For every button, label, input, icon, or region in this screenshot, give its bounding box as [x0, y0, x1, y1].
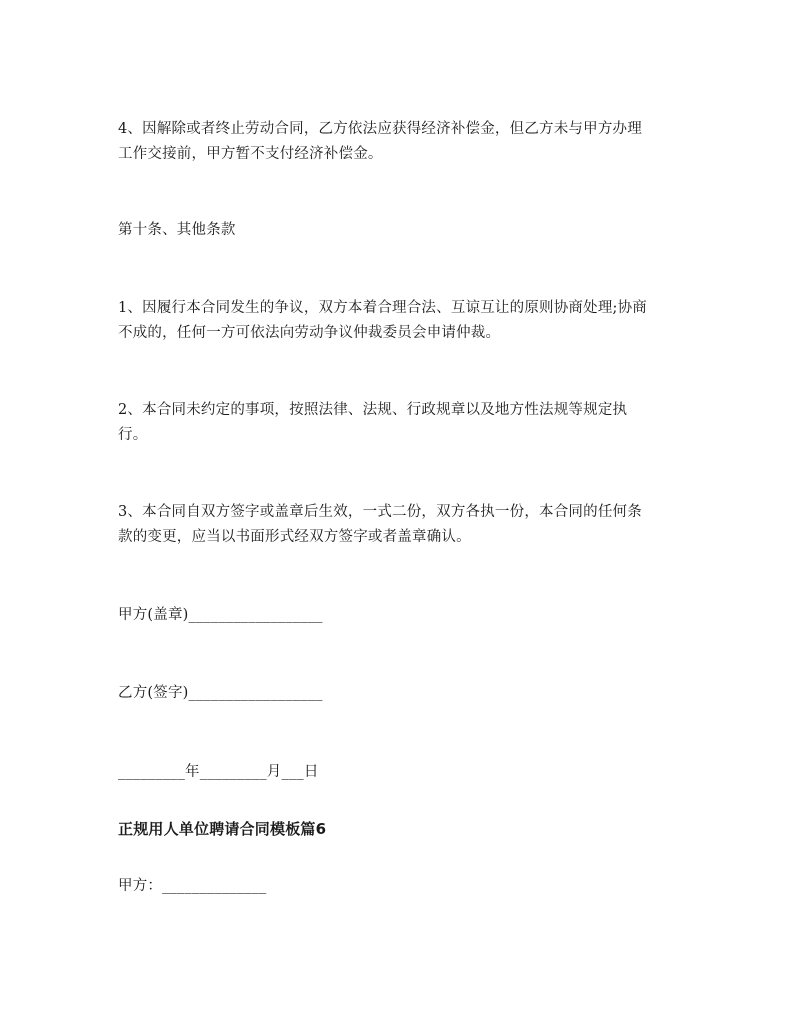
party-b-sign-line [118, 681, 688, 706]
party-a-next-line [118, 874, 688, 899]
text-line: 工作交接前，甲方暂不支付经济补偿金。 [118, 146, 383, 162]
text-line: 款的变更，应当以书面形式经双方签字或者盖章确认。 [118, 529, 471, 545]
text-line: 乙方(签字)__________________ [118, 685, 323, 701]
section-title [118, 817, 688, 842]
clause-effectiveness [118, 500, 688, 550]
text-line: 1、因履行本合同发生的争议，双方本着合理合法、互谅互让的原则协商处理;协商 [118, 300, 648, 316]
text-line: _________年_________月___日 [118, 764, 319, 780]
text-line: 行。 [118, 427, 148, 443]
text-line: 正规用人单位聘请合同模板篇6 [118, 820, 327, 838]
party-a-seal-line [118, 603, 688, 628]
text-line: 不成的，任何一方可依法向劳动争议仲裁委员会申请仲裁。 [118, 325, 501, 341]
text-line: 3、本合同自双方签字或盖章后生效，一式二份，双方各执一份，本合同的任何条 [118, 504, 642, 520]
clause-dispute [118, 296, 688, 346]
text-line: 甲方(盖章)__________________ [118, 607, 323, 623]
text-line: 2、本合同未约定的事项，按照法律、法规、行政规章以及地方性法规等规定执 [118, 402, 628, 418]
article-10-heading [118, 218, 688, 243]
text-line: 甲方：______________ [118, 878, 267, 894]
text-line: 4、因解除或者终止劳动合同，乙方依法应获得经济补偿金，但乙方未与甲方办理 [118, 121, 642, 137]
clause-termination-compensation [118, 117, 688, 167]
clause-unagreed-matters [118, 398, 688, 448]
text-line: 第十条、其他条款 [118, 222, 236, 238]
date-line [118, 760, 688, 785]
